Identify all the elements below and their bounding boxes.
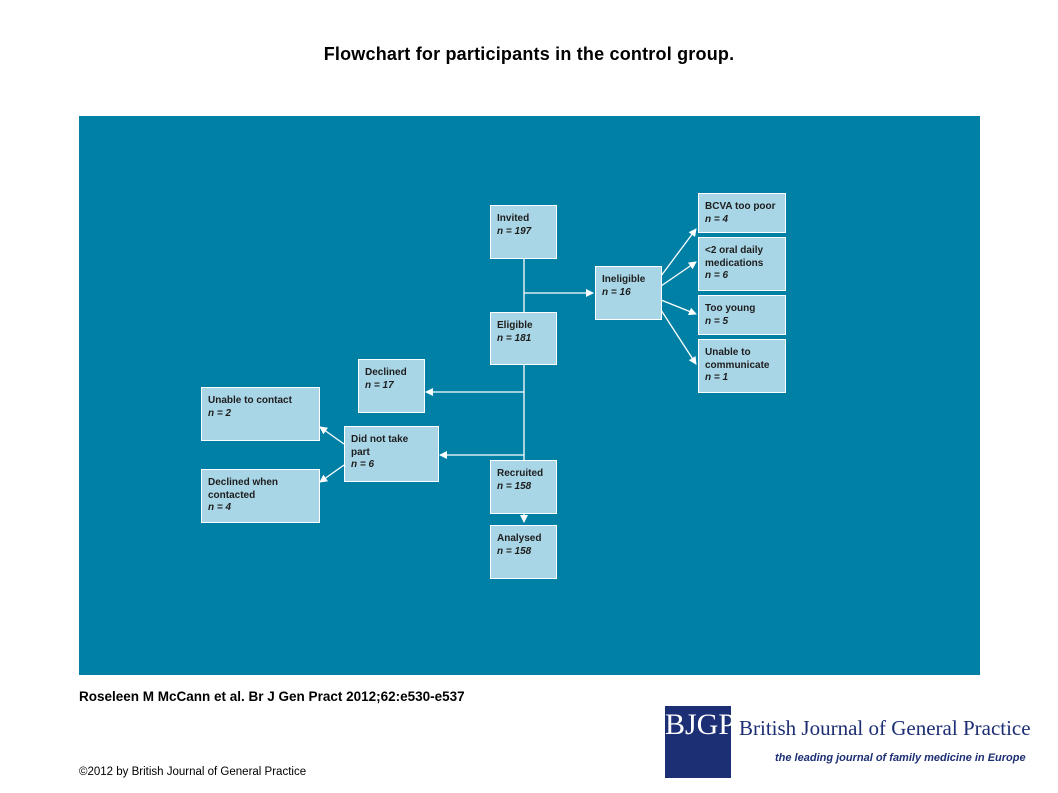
copyright-notice: ©2012 by British Journal of General Practice: [79, 766, 307, 778]
box-declined-label: Declined: [365, 367, 407, 378]
box-young-count: n = 5: [705, 315, 729, 327]
box-declined: [358, 359, 425, 413]
box-did-not-take-part-count: n = 6: [351, 459, 375, 470]
box-recruited-label: Recruited: [497, 468, 544, 479]
box-invited-count: n = 197: [497, 225, 532, 237]
box-oral-label: <2 oral daily medications: [705, 245, 764, 269]
box-communicate-label: Unable to communicate: [705, 347, 770, 371]
page-title: Flowchart for participants in the control group.: [323, 44, 735, 64]
box-ineligible-label: Ineligible: [602, 274, 646, 285]
box-recruited: [490, 460, 557, 514]
box-invited: [490, 205, 557, 259]
arrow-to-declined-contacted: [320, 465, 344, 482]
arrow-to-oral: [661, 262, 696, 286]
flowchart-panel: [79, 116, 980, 675]
box-invited-label: Invited: [497, 213, 530, 224]
box-bcva-label: BCVA too poor: [705, 201, 776, 212]
box-young-label: Too young: [705, 303, 756, 314]
arrow-to-communicate: [661, 310, 696, 364]
box-recruited-count: n = 158: [497, 480, 532, 492]
journal-tagline: the leading journal of family medicine in Europe: [775, 752, 1026, 764]
box-unable-to-contact: [201, 387, 320, 441]
bjgp-logo: [665, 706, 1057, 778]
box-did-not-take-part-label: Did not take part: [351, 434, 409, 458]
box-oral-medications: [698, 237, 786, 291]
box-unable-communicate: [698, 339, 786, 393]
journal-title: British Journal of General Practice: [739, 716, 1031, 740]
box-analysed-count: n = 158: [497, 545, 532, 557]
box-unable-contact-label: Unable to contact: [208, 395, 292, 406]
arrow-to-young: [661, 300, 696, 314]
box-declined-contacted-count: n = 4: [208, 502, 232, 513]
box-declined-count: n = 17: [365, 379, 394, 391]
box-oral-count: n = 6: [705, 270, 729, 281]
box-unable-contact-count: n = 2: [208, 407, 232, 419]
box-ineligible-count: n = 16: [602, 286, 631, 298]
box-analysed-label: Analysed: [497, 533, 542, 544]
box-analysed: [490, 525, 557, 579]
box-eligible-count: n = 181: [497, 332, 532, 344]
citation: Roseleen M McCann et al. Br J Gen Pract 2012;62:e530-e537: [79, 689, 465, 704]
box-declined-contacted-label: Declined when contacted: [208, 477, 279, 501]
bjgp-logo-mark: BJGP: [665, 706, 731, 778]
box-bcva: [698, 193, 786, 233]
box-too-young: [698, 295, 786, 335]
arrow-to-unable-contact: [320, 427, 344, 444]
box-bcva-count: n = 4: [705, 213, 729, 225]
box-ineligible: [595, 266, 662, 320]
box-declined-when-contacted: [201, 469, 320, 523]
box-did-not-take-part: [344, 426, 439, 482]
box-eligible-label: Eligible: [497, 320, 533, 331]
box-eligible: [490, 312, 557, 365]
box-communicate-count: n = 1: [705, 372, 729, 383]
arrow-to-bcva: [661, 229, 696, 276]
